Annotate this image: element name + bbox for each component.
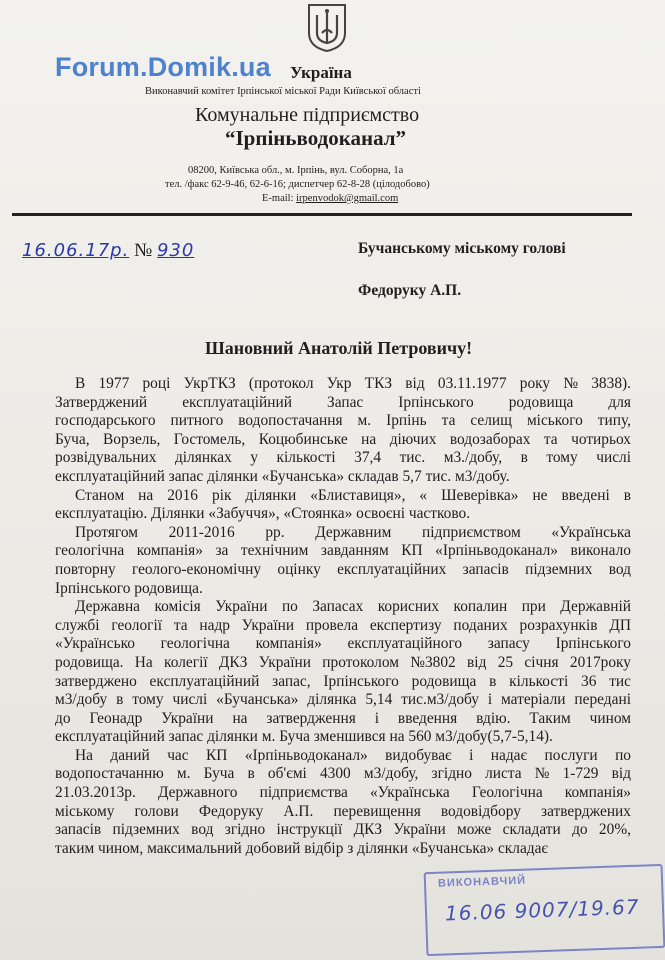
body-line: запасів підземних вод згідно інструкції ДКЗ України може складати до 20%, bbox=[55, 821, 631, 839]
recipient-name: Федоруку А.П. bbox=[358, 282, 462, 299]
body-line: до Геонадр України на затвердження і введення вдію. Таким чином bbox=[55, 709, 631, 727]
body-line: Буча, Ворзель, Гостомель, Коцюбинське на діючих водозаборах та чотирьох bbox=[55, 430, 631, 448]
recipient-title: Бучанському міському голові bbox=[358, 240, 566, 257]
company-type: Комунальне підприємство bbox=[195, 104, 420, 126]
body-line: родовища. На колегії ДКЗ України протоколом №3802 від 25 січня 2017року bbox=[55, 653, 631, 671]
letter-date: 16.06.17р. bbox=[22, 240, 130, 261]
coat-of-arms-icon bbox=[303, 3, 351, 53]
body-line: повторну геолого-економічну оцінку експлуатаційних запасів підземних вод bbox=[55, 560, 631, 578]
country-title: Україна bbox=[290, 63, 352, 82]
council-name: Виконавчий комітет Ірпінської міської Ради Київської області bbox=[145, 86, 421, 97]
letter-reference bbox=[22, 240, 194, 262]
letter-body bbox=[55, 375, 631, 858]
body-line: експлуатацію. Ділянки «Забуччя», «Стоянка» освоєні частково. bbox=[55, 505, 471, 523]
body-line: Затверджений експлуатаційний Запас Ірпінського родовища для bbox=[55, 393, 631, 411]
body-line: Протягом 2011-2016 рр. Державним підприємством «Українська bbox=[75, 523, 631, 541]
body-line: розвідувальних ділянках у кількості 37,4 тис. м3./добу, в тому числі bbox=[55, 449, 631, 467]
body-line: Ірпінського родовища. bbox=[55, 579, 203, 597]
body-line: експлуатаційний запас ділянки «Бучанська» складав 5,7 тис. м3/добу. bbox=[55, 467, 510, 485]
email-label: E-mail: bbox=[262, 193, 294, 204]
letter-number: 930 bbox=[156, 240, 195, 261]
company-email-line bbox=[262, 193, 398, 204]
body-line: експлуатаційний запас ділянки м. Буча зменшився на 560 м3/добу(5,7-5,14). bbox=[55, 728, 553, 746]
body-line: водопостачанню м. Буча в об'ємі 4300 м3/добу, згідно листа № 1-729 від bbox=[55, 765, 631, 783]
salutation: Шановний Анатолій Петровичу! bbox=[205, 338, 473, 358]
body-line: таким чином, максимальний добовий відбір з ділянки «Бучанська» складає bbox=[55, 839, 549, 857]
stamp-text: ВИКОНАВЧИЙ bbox=[437, 874, 527, 890]
body-line: «Українсько геологічна компанія» експлуатаційного запасу Ірпінського bbox=[55, 635, 631, 653]
company-phones: тел. /факс 62-9-46, 62-6-16; диспетчер 62-8-28 (цілодобово) bbox=[165, 179, 430, 190]
body-line: В 1977 році УкрТКЗ (протокол Укр ТКЗ від 03.11.1977 року № 3838). bbox=[75, 375, 631, 392]
watermark: Forum.Domik.ua bbox=[55, 52, 271, 82]
body-line: геологічна компанія» за технічним завданням КП «Ірпіньводоканал» виконало bbox=[55, 542, 631, 560]
body-line: На даний час КП «Ірпіньводоканал» видобуває і надає послуги по bbox=[75, 746, 631, 764]
stamp-handwritten: 16.06 9007/19.67 bbox=[444, 894, 640, 926]
body-line: господарського питного водопостачання м. Ірпінь та селищ міського типу, bbox=[55, 412, 631, 430]
body-line: 21.03.2013р. Державного підприємства «Українська Геологічна компанія» bbox=[55, 784, 631, 802]
company-address: 08200, Київська обл., м. Ірпінь, вул. Соборна, 1а bbox=[188, 165, 404, 176]
body-line: м3/добу в тому числі «Бучанська» ділянка 5,14 тис.м3/добу і матеріали передані bbox=[55, 691, 631, 709]
body-line: затверджено експлуатаційний запас, Ірпінського родовища в кількості 36 тис bbox=[55, 672, 631, 690]
body-line: міському голови Федоруку А.П. перевищення водовідбору затверджених bbox=[55, 802, 631, 820]
email-link[interactable]: irpenvodok@gmail.com bbox=[296, 193, 399, 204]
number-label: № bbox=[134, 240, 153, 261]
registration-stamp bbox=[424, 864, 665, 956]
company-name: “Ірпіньводоканал” bbox=[225, 126, 407, 150]
body-line: Державна комісія України по Запасах корисних копалин при Державній bbox=[75, 598, 631, 616]
body-line: Станом на 2016 рік ділянки «Блиставиця», « Шеверівка» не введені в bbox=[75, 486, 631, 504]
header-divider bbox=[12, 213, 632, 216]
body-line: службі геології та надр України провела експертизу поданих розрахунків ДП bbox=[55, 616, 631, 634]
